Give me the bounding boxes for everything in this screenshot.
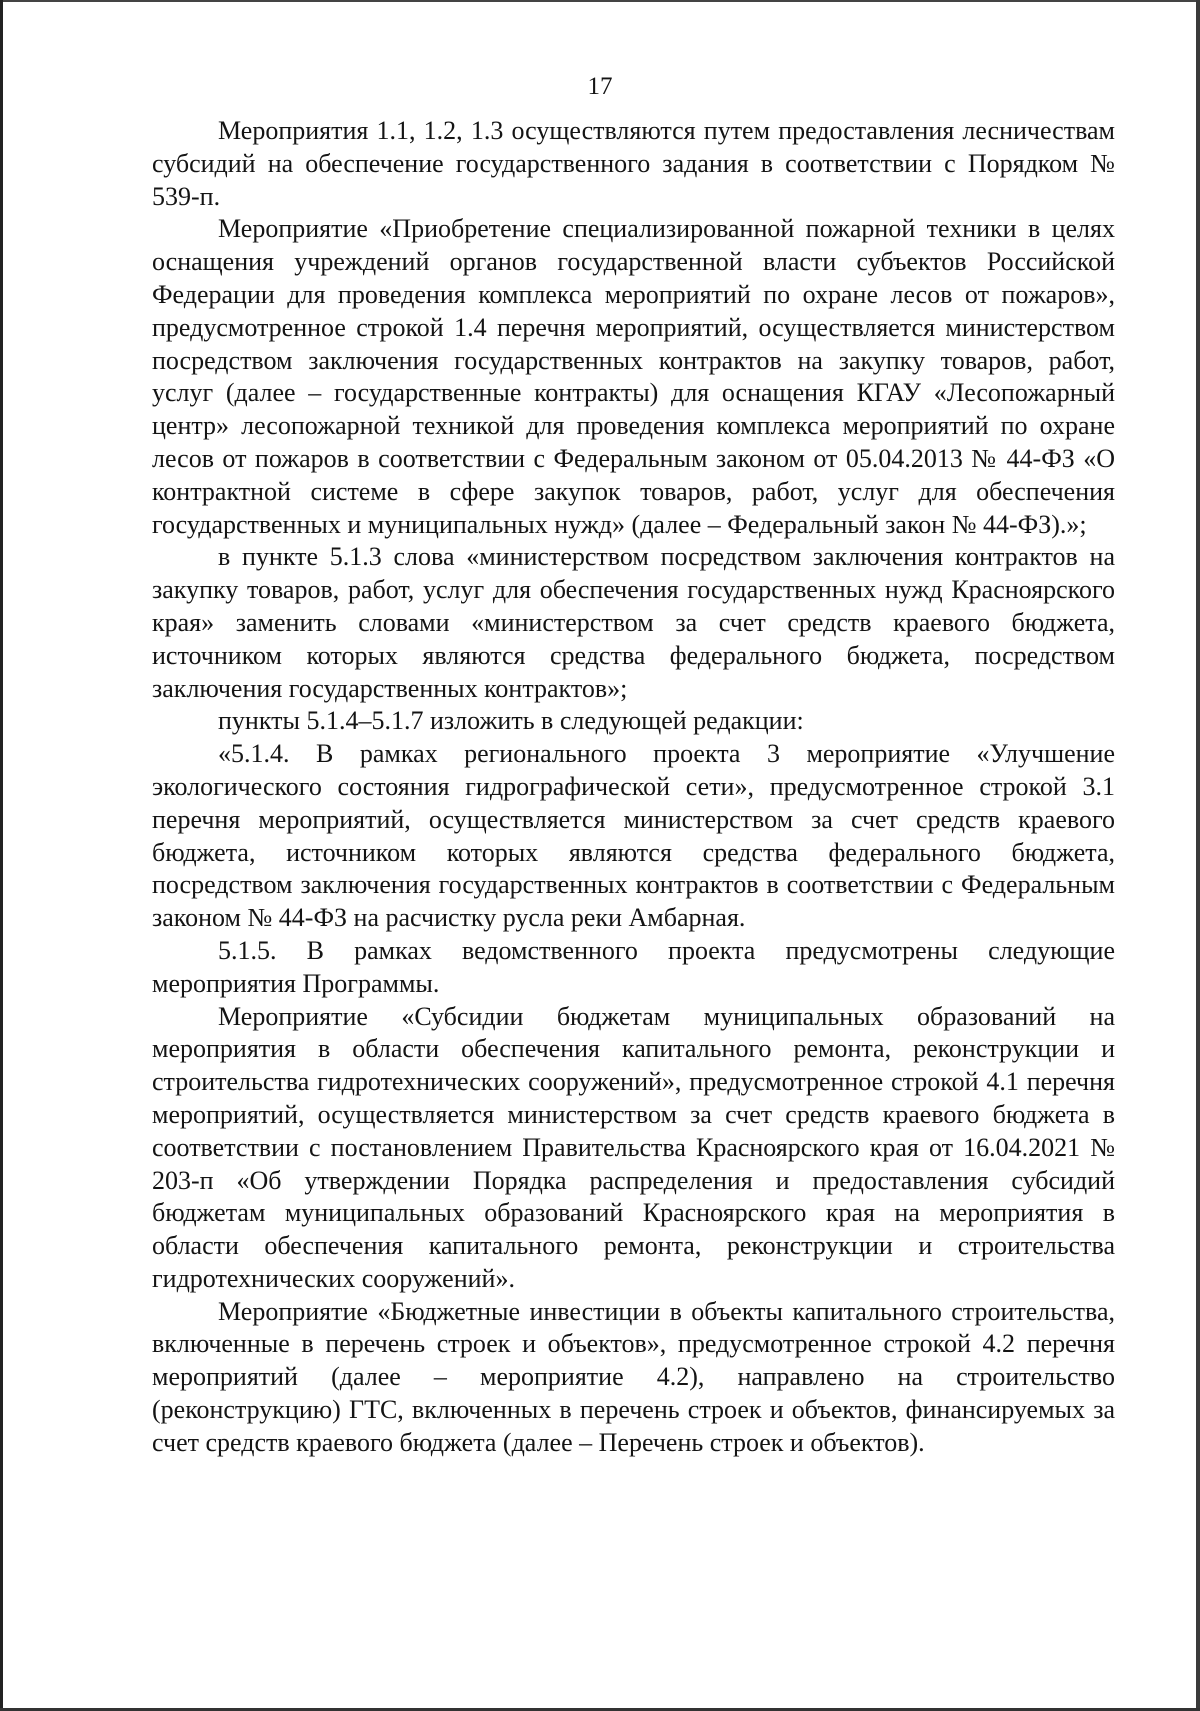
scan-edge-right: [1196, 0, 1200, 1711]
paragraph-events-1-1-1-3: Мероприятия 1.1, 1.2, 1.3 осуществляются путем предоставления лесничествам субсидий на обеспечение государственного задания в соответствии с Порядком № 539-п.: [152, 116, 1115, 211]
paragraph-5-1-5: 5.1.5. В рамках ведомственного проекта предусмотрены следующие мероприятия Программы.: [152, 935, 1115, 998]
document-body: [152, 115, 1115, 1460]
paragraph-subsidies-hydro: Мероприятие «Субсидии бюджетам муниципальных образований на мероприятия в области обеспечения капитального ремонта, реконструкции и строительства гидротехнических сооружений», предусмотренное строкой 4.1 перечня мероприятий, осуществляется министерством за счет средств краевого бюджета в соответствии с постановлением Правительства Красноярского края от 16.04.2021 № 203-п «Об утверждении Порядка распределения и предоставления субсидий бюджетам муниципальных образований Красноярского края на мероприятия в области обеспечения капитального ремонта, реконструкции и строительства гидротехнических сооружений».: [152, 1001, 1115, 1293]
paragraph-item-5-1-3: в пункте 5.1.3 слова «министерством посредством заключения контрактов на закупку товаров, работ, услуг для обеспечения государственных нужд Красноярского края» заменить словами «министерством за счет средств краевого бюджета, источником которых являются средства федерального бюджета, посредством заключения государственных контрактов»;: [152, 542, 1115, 703]
paragraph-fire-equipment: Мероприятие «Приобретение специализированной пожарной техники в целях оснащения учреждений органов государственной власти субъектов Российской Федерации для проведения комплекса мероприятий по охране лесов от пожаров», предусмотренное строкой 1.4 перечня мероприятий, осуществляется министерством посредством заключения государственных контрактов на закупку товаров, работ, услуг (далее – государственные контракты) для оснащения КГАУ «Лесопожарный центр» лесопожарной техникой для проведения комплекса мероприятий по охране лесов от пожаров в соответствии с Федеральным законом от 05.04.2013 № 44-ФЗ «О контрактной системе в сфере закупок товаров, работ, услуг для обеспечения государственных и муниципальных нужд» (далее – Федеральный закон № 44-ФЗ).»;: [152, 214, 1115, 539]
scan-edge-left: [0, 0, 3, 1711]
page-number: 17: [587, 73, 613, 100]
paragraph-5-1-4: «5.1.4. В рамках регионального проекта 3 мероприятие «Улучшение экологического состояния гидрографической сети», предусмотренное строкой 3.1 перечня мероприятий, осуществляется министерством за счет средств краевого бюджета, источником которых являются средства федерального бюджета, посредством заключения государственных контрактов в соответствии с Федеральным законом № 44-ФЗ на расчистку русла реки Амбарная.: [152, 739, 1115, 933]
scan-edge-top: [0, 0, 1200, 2]
paragraph-items-5-1-4-5-1-7: пункты 5.1.4–5.1.7 изложить в следующей редакции:: [218, 706, 804, 736]
paragraph-budget-investments: Мероприятие «Бюджетные инвестиции в объекты капитального строительства, включенные в перечень строек и объектов», предусмотренное строкой 4.2 перечня мероприятий (далее – мероприятие 4.2), направлено на строительство (реконструкцию) ГТС, включенных в перечень строек и объектов, финансируемых за счет средств краевого бюджета (далее – Перечень строек и объектов).: [152, 1296, 1115, 1457]
